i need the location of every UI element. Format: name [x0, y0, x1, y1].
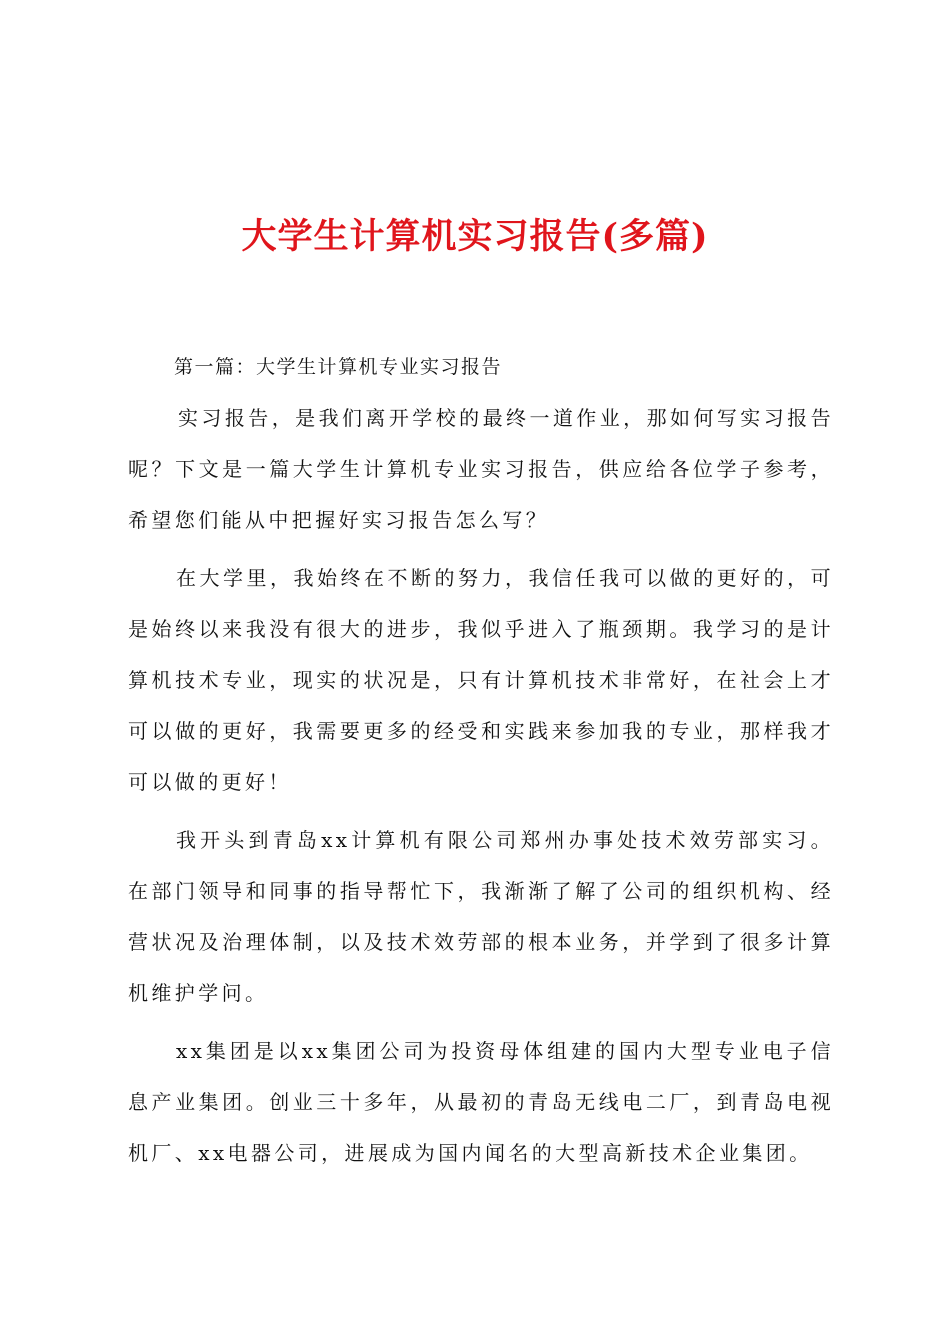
paragraph-3: 我开头到青岛xx计算机有限公司郑州办事处技术效劳部实习。在部门领导和同事的指导帮忙下，我渐渐了解了公司的组织机构、经营状况及治理体制，以及技术效劳部的根本业务，并学到了很多计算机维护学问。 — [128, 828, 834, 1005]
paragraph-4: xx集团是以xx集团公司为投资母体组建的国内大型专业电子信息产业集团。创业三十多年，从最初的青岛无线电二厂，到青岛电视机厂、xx电器公司，进展成为国内闻名的大型高新技术企业集团。 — [128, 1039, 834, 1165]
document-title: 大学生计算机实习报告(多篇) — [241, 216, 709, 257]
document-body — [128, 345, 834, 1179]
section-heading: 第一篇：大学生计算机专业实习报告 — [174, 356, 503, 378]
paragraph-intro: 实习报告，是我们离开学校的最终一道作业，那如何写实习报告呢？下文是一篇大学生计算机专业实习报告，供应给各位学子参考，希望您们能从中把握好实习报告怎么写？ — [128, 406, 834, 532]
paragraph-2: 在大学里，我始终在不断的努力，我信任我可以做的更好的，可是始终以来我没有很大的进步，我似乎进入了瓶颈期。我学习的是计算机技术专业，现实的状况是，只有计算机技术非常好，在社会上才可以做的更好，我需要更多的经受和实践来参加我的专业，那样我才可以做的更好！ — [128, 566, 834, 794]
